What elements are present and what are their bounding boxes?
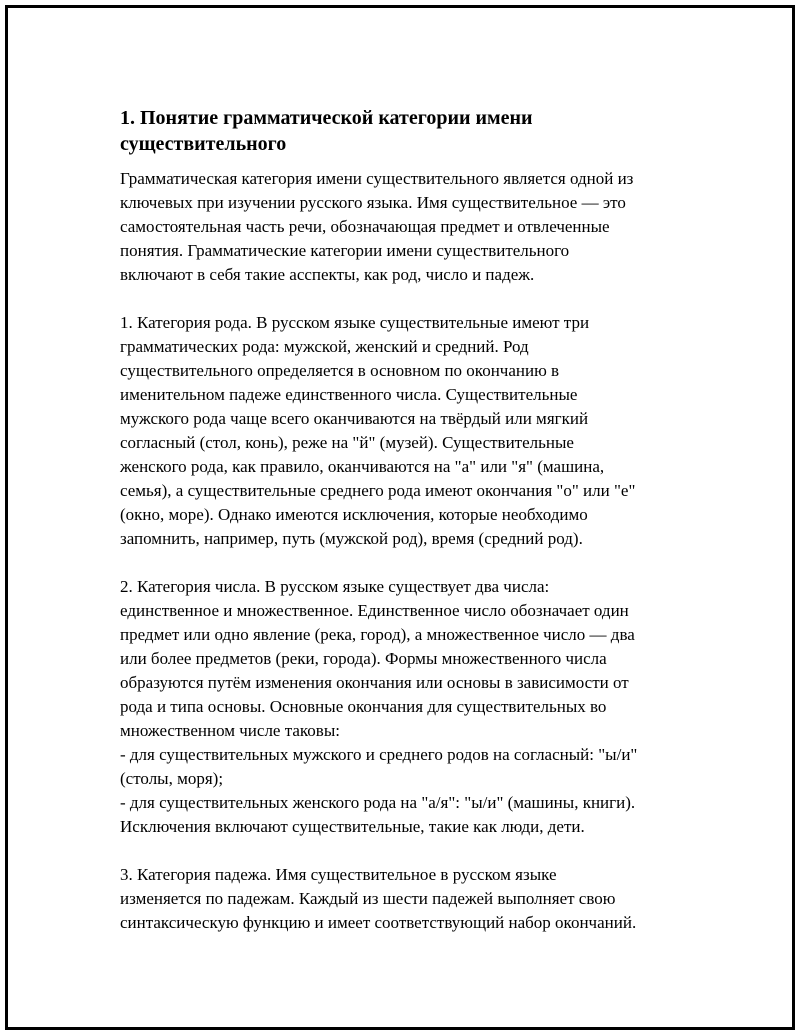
text-line: включают в себя такие асспекты, как род, число и падеж.	[120, 265, 535, 284]
text-line: изменяется по падежам. Каждый из шести падежей выполняет свою	[120, 889, 616, 908]
text-line: именительном падеже единственного числа. Существительные	[120, 385, 578, 404]
text-line: (столы, моря);	[120, 769, 224, 788]
text-line: - для существительных мужского и среднего родов на согласный: "ы/и"	[120, 745, 638, 764]
text-line: согласный (стол, конь), реже на "й" (музей). Существительные	[120, 433, 574, 452]
gender-paragraph	[120, 311, 700, 551]
text-line: 2. Категория числа. В русском языке существует два числа:	[120, 577, 550, 596]
text-line: Грамматическая категория имени существительного является одной из	[120, 169, 634, 188]
page-frame	[5, 5, 795, 1030]
intro-paragraph	[120, 167, 700, 287]
text-line: грамматических рода: мужской, женский и средний. Род	[120, 337, 529, 356]
section-title	[120, 105, 700, 157]
text-line: Исключения включают существительные, такие как люди, дети.	[120, 817, 585, 836]
number-paragraph	[120, 575, 700, 839]
text-line: или более предметов (реки, города). Формы множественного числа	[120, 649, 607, 668]
text-line: рода и типа основы. Основные окончания для существительных во	[120, 697, 607, 716]
case-paragraph	[120, 863, 700, 935]
document-body	[120, 105, 700, 959]
text-line: запомнить, например, путь (мужской род), время (средний род).	[120, 529, 583, 548]
text-line: - для существительных женского рода на "а/я": "ы/и" (машины, книги).	[120, 793, 636, 812]
text-line: 1. Категория рода. В русском языке существительные имеют три	[120, 313, 590, 332]
text-line: самостоятельная часть речи, обозначающая предмет и отвлеченные	[120, 217, 610, 236]
title-line: существительного	[120, 133, 287, 155]
text-line: множественном числе таковы:	[120, 721, 340, 740]
text-line: семья), а существительные среднего рода имеют окончания "о" или "е"	[120, 481, 636, 500]
text-line: существительного определяется в основном по окончанию в	[120, 361, 560, 380]
text-line: единственное и множественное. Единственное число обозначает один	[120, 601, 629, 620]
text-line: женского рода, как правило, оканчиваются на "а" или "я" (машина,	[120, 457, 605, 476]
text-line: 3. Категория падежа. Имя существительное в русском языке	[120, 865, 557, 884]
text-line: ключевых при изучении русского языка. Имя существительное — это	[120, 193, 626, 212]
text-line: образуются путём изменения окончания или основы в зависимости от	[120, 673, 629, 692]
text-line: понятия. Грамматические категории имени существительного	[120, 241, 570, 260]
text-line: мужского рода чаще всего оканчиваются на твёрдый или мягкий	[120, 409, 589, 428]
text-line: предмет или одно явление (река, город), а множественное число — два	[120, 625, 635, 644]
text-line: (окно, море). Однако имеются исключения, которые необходимо	[120, 505, 588, 524]
text-line: синтаксическую функцию и имеет соответствующий набор окончаний.	[120, 913, 637, 932]
title-line: 1. Понятие грамматической категории имени	[120, 107, 533, 129]
